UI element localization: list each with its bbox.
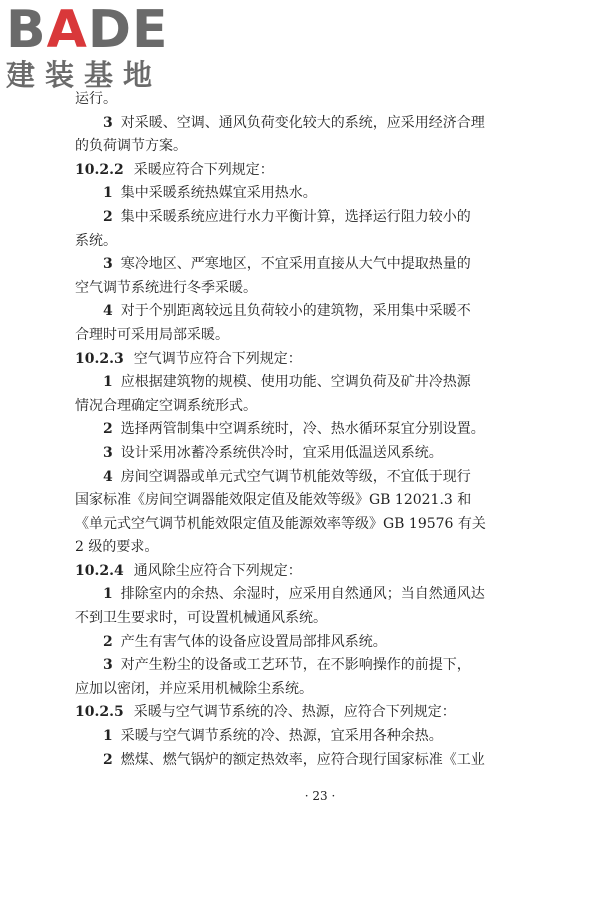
line-text: 合理时可采用局部采暖。	[75, 326, 229, 343]
item-number: 3	[103, 114, 113, 131]
line-text: 集中采暖系统应进行水力平衡计算，选择运行阻力较小的	[120, 208, 471, 225]
text-line	[75, 442, 495, 466]
item-number: 2	[103, 633, 113, 650]
text-line	[75, 536, 495, 560]
text-line	[75, 725, 495, 749]
item-number: 3	[103, 657, 113, 674]
section-number: 10.2.2	[75, 161, 124, 178]
document-body	[75, 88, 495, 772]
section-number: 10.2.4	[75, 562, 124, 579]
text-line	[75, 489, 495, 513]
text-line	[75, 300, 495, 324]
text-line	[75, 631, 495, 655]
line-text: 不到卫生要求时，可设置机械通风系统。	[75, 610, 327, 627]
text-line	[75, 230, 495, 254]
line-text: 对采暖、空调、通风负荷变化较大的系统，应采用经济合理	[120, 114, 485, 131]
section-heading	[75, 159, 495, 183]
text-line	[75, 112, 495, 136]
line-text: 采暖与空气调节系统的冷、热源，宜采用各种余热。	[120, 728, 443, 745]
line-text: 燃煤、燃气锅炉的额定热效率，应符合现行国家标准《工业	[120, 751, 485, 768]
logo-wordmark: BADE	[6, 0, 169, 60]
item-number: 2	[103, 421, 113, 438]
item-number: 1	[103, 185, 113, 202]
line-text: 采暖应符合下列规定：	[133, 161, 274, 178]
line-text: 运行。	[75, 91, 117, 107]
text-line	[75, 395, 495, 419]
item-number: 2	[103, 208, 113, 225]
line-text: 《单元式空气调节机能效限定值及能源效率等级》GB 19576 有关	[75, 515, 486, 532]
page-number: · 23 ·	[304, 789, 336, 803]
line-text: 对产生粉尘的设备或工艺环节，在不影响操作的前提下，	[120, 657, 471, 674]
line-text: 对于个别距离较远且负荷较小的建筑物，采用集中采暖不	[120, 303, 471, 320]
section-heading	[75, 348, 495, 372]
line-text: 2 级的要求。	[75, 539, 159, 556]
text-line	[75, 583, 495, 607]
item-number: 1	[103, 374, 113, 391]
text-line	[75, 749, 495, 773]
line-text: 空气调节应符合下列规定：	[133, 350, 302, 367]
item-number: 3	[103, 256, 113, 273]
text-line	[75, 135, 495, 159]
line-text: 产生有害气体的设备应设置局部排风系统。	[120, 633, 387, 650]
line-text: 应根据建筑物的规模、使用功能、空调负荷及矿井冷热源	[120, 374, 471, 391]
text-line	[75, 182, 495, 206]
text-line	[75, 371, 495, 395]
section-heading	[75, 701, 495, 725]
text-line	[75, 277, 495, 301]
item-number: 4	[103, 303, 113, 320]
line-text: 集中采暖系统热媒宜采用热水。	[120, 185, 317, 202]
text-line	[75, 678, 495, 702]
text-line	[75, 607, 495, 631]
text-line	[75, 206, 495, 230]
line-text: 系统。	[75, 232, 117, 249]
line-text: 的负荷调节方案。	[75, 138, 187, 155]
line-text: 空气调节系统进行冬季采暖。	[75, 279, 257, 296]
line-text: 排除室内的余热、余湿时，应采用自然通风；当自然通风达	[120, 586, 485, 603]
line-text: 通风除尘应符合下列规定：	[133, 562, 302, 579]
text-line	[75, 418, 495, 442]
item-number: 3	[103, 444, 113, 461]
text-line	[75, 324, 495, 348]
line-text: 设计采用冰蓄冷系统供冷时，宜采用低温送风系统。	[120, 444, 443, 461]
item-number: 1	[103, 586, 113, 603]
line-text: 应加以密闭，并应采用机械除尘系统。	[75, 680, 313, 697]
logo-subtitle: 建装基地	[6, 58, 163, 92]
section-number: 10.2.5	[75, 704, 124, 721]
section-number: 10.2.3	[75, 350, 124, 367]
text-line	[75, 513, 495, 537]
logo	[6, 0, 186, 92]
item-number: 2	[103, 751, 113, 768]
section-heading	[75, 560, 495, 584]
line-text: 国家标准《房间空调器能效限定值及能效等级》GB 12021.3 和	[75, 492, 472, 509]
text-line	[75, 88, 495, 112]
item-number: 4	[103, 468, 113, 485]
item-number: 1	[103, 728, 113, 745]
line-text: 情况合理确定空调系统形式。	[75, 397, 257, 414]
text-line	[75, 253, 495, 277]
text-line	[75, 466, 495, 490]
line-text: 选择两管制集中空调系统时，冷、热水循环泵宜分别设置。	[120, 421, 485, 438]
line-text: 采暖与空气调节系统的冷、热源，应符合下列规定：	[133, 704, 456, 721]
line-text: 房间空调器或单元式空气调节机能效等级，不宜低于现行	[120, 468, 471, 485]
text-line	[75, 654, 495, 678]
line-text: 寒冷地区、严寒地区，不宜采用直接从大气中提取热量的	[120, 256, 471, 273]
